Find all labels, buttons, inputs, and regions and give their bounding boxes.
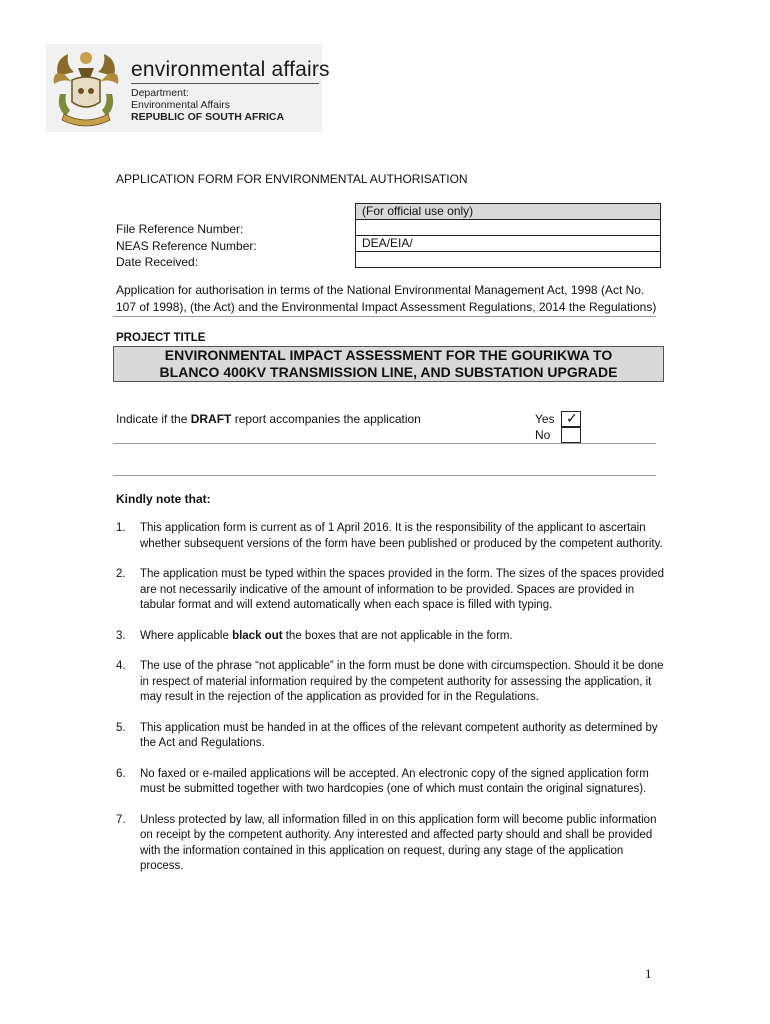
list-number: 6. bbox=[116, 767, 126, 780]
no-label: No bbox=[535, 428, 551, 442]
list-number: 3. bbox=[116, 629, 126, 642]
list-number: 2. bbox=[116, 568, 126, 580]
list-number: 1. bbox=[116, 522, 126, 534]
check-icon: ✓ bbox=[566, 410, 578, 426]
list-item bbox=[116, 521, 664, 552]
file-reference-label: File Reference Number: bbox=[116, 222, 244, 236]
neas-reference-label: NEAS Reference Number: bbox=[116, 238, 257, 253]
list-text: This application form is current as of 1 April 2016. It is the responsibility of the applicant to ascertain whether subsequent versions of the form have been published or produced by the competent authority. bbox=[140, 522, 663, 550]
form-title: APPLICATION FORM FOR ENVIRONMENTAL AUTHORISATION bbox=[116, 172, 468, 186]
list-item bbox=[116, 813, 664, 875]
notes-list bbox=[116, 521, 664, 890]
draft-question-text-end: report accompanies the application bbox=[231, 412, 421, 426]
list-number: 5. bbox=[116, 721, 126, 734]
official-use-table bbox=[355, 203, 661, 268]
list-number: 4. bbox=[116, 660, 126, 672]
list-item bbox=[116, 767, 664, 798]
list-text: Where applicable bbox=[140, 629, 233, 642]
no-checkbox[interactable] bbox=[561, 427, 581, 443]
list-item bbox=[116, 721, 664, 752]
divider bbox=[113, 443, 656, 444]
coat-of-arms-icon bbox=[50, 46, 122, 130]
project-title-line2: BLANCO 400KV TRANSMISSION LINE, AND SUBSTATION UPGRADE bbox=[159, 363, 618, 380]
list-text: No faxed or e-mailed applications will be accepted. An electronic copy of the signed application form must be submitted together with two hardcopies (one of which must contain the original signatures). bbox=[140, 767, 649, 795]
department-label: Department: bbox=[131, 87, 189, 99]
list-text-bold: black out bbox=[232, 629, 283, 642]
list-item bbox=[116, 659, 664, 706]
intro-paragraph: Application for authorisation in terms of the National Environmental Management Act, 1998 (Act No. 107 of 1998), (the Act) and the Environmental Impact Assessment Regulations, 2014 the Regulations) bbox=[116, 283, 657, 314]
list-text: This application must be handed in at the offices of the relevant competent authority as determined by the Act and Regulations. bbox=[140, 721, 658, 749]
list-text: the boxes that are not applicable in the form. bbox=[282, 629, 513, 642]
brand-title: environmental affairs bbox=[131, 58, 330, 81]
draft-keyword: DRAFT bbox=[190, 412, 232, 426]
list-text: Unless protected by law, all information filled in on this application form will become public information on receipt by the competent authority. Any interested and affected party should and shall be provided with the information contained in this application on request, during any stage of the application process. bbox=[140, 813, 657, 872]
yes-label: Yes bbox=[535, 412, 555, 426]
project-title-label: PROJECT TITLE bbox=[116, 332, 206, 344]
list-number: 7. bbox=[116, 813, 126, 826]
draft-question bbox=[116, 412, 421, 426]
file-reference-field[interactable] bbox=[356, 220, 661, 236]
page-number: 1 bbox=[645, 966, 652, 981]
reference-labels bbox=[116, 221, 257, 271]
country-name: REPUBLIC OF SOUTH AFRICA bbox=[131, 111, 285, 123]
department-name: Environmental Affairs bbox=[131, 99, 231, 111]
neas-reference-field[interactable]: DEA/EIA/ bbox=[356, 236, 661, 252]
date-received-label: Date Received: bbox=[116, 255, 199, 269]
divider bbox=[113, 316, 656, 317]
brand-divider bbox=[131, 83, 319, 84]
official-use-header: (For official use only) bbox=[356, 204, 661, 220]
list-item bbox=[116, 629, 664, 645]
project-title-box bbox=[113, 346, 664, 382]
date-received-field[interactable] bbox=[356, 252, 661, 268]
notes-heading: Kindly note that: bbox=[116, 492, 211, 506]
project-title-line1: ENVIRONMENTAL IMPACT ASSESSMENT FOR THE GOURIKWA TO bbox=[164, 347, 613, 363]
list-text: The use of the phrase “not applicable” in the form must be done with circumspection. Should it be done in respect of material information required by the competent authority for assessing the application, it may result in the rejection of the application as provided for in the Regulations. bbox=[140, 660, 664, 703]
list-item bbox=[116, 567, 664, 614]
divider bbox=[113, 475, 656, 476]
list-text: The application must be typed within the spaces provided in the form. The sizes of the spaces provided are not necessarily indicative of the amount of information to be provided. Spaces are provided in tabular format and will extend automatically when each space is filled with typing. bbox=[140, 568, 664, 611]
draft-question-text: Indicate if the bbox=[116, 412, 191, 426]
